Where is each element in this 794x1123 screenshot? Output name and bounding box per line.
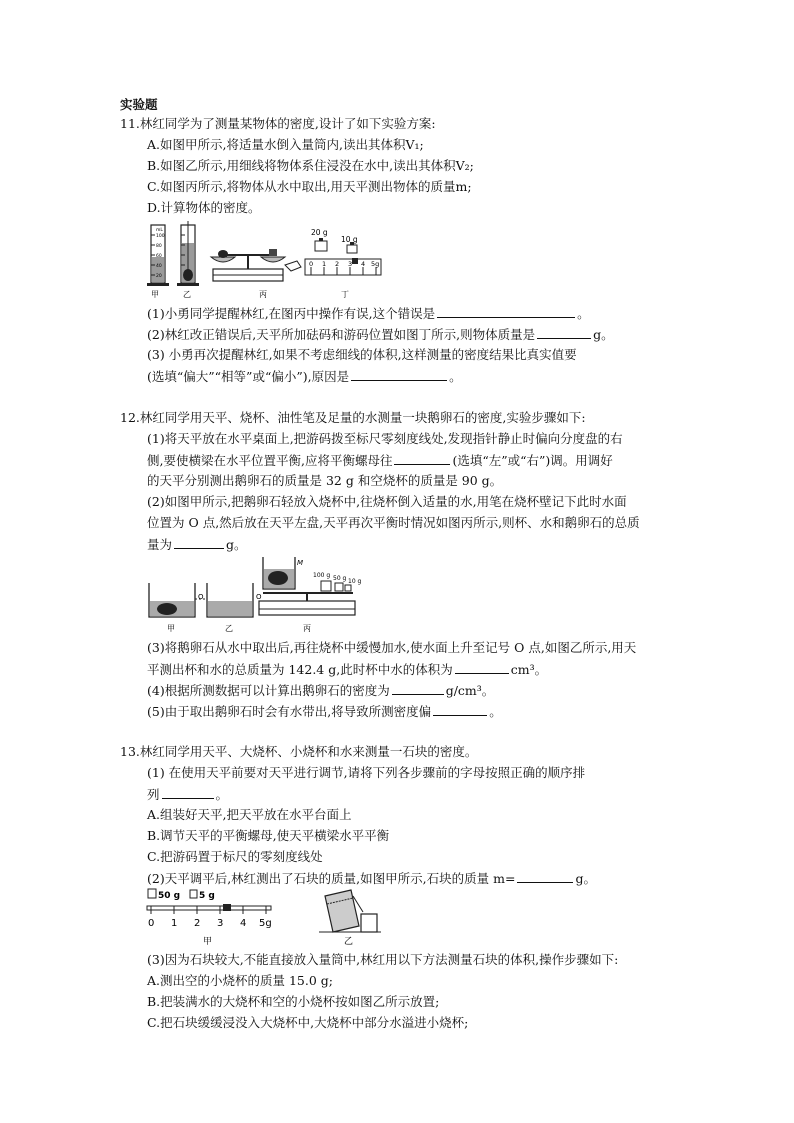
answer-blank[interactable] — [174, 536, 224, 549]
q11-part2: (2)林红改正错误后,天平所加砝码和游码位置如图丁所示,则物体质量是 g。 — [147, 327, 614, 342]
q11-part3-line2: (选填“偏大”“相等”或“偏小”),原因是 。 — [147, 369, 462, 384]
q12-part1-line1: (1)将天平放在水平桌面上,把游码拨至标尺零刻度线处,发现指针静止时偏向分度盘的右 — [147, 431, 623, 446]
q12-figure — [145, 553, 375, 633]
q13-step-c: C.把游码置于标尺的零刻度线处 — [147, 849, 323, 864]
answer-blank[interactable] — [162, 786, 214, 799]
q11-part3-line1: (3) 小勇再次提醒林红,如果不考虑细线的体积,这样测量的密度结果比真实值要 — [147, 347, 577, 362]
q13-step3-a: A.测出空的小烧杯的质量 15.0 g; — [147, 973, 333, 988]
balance-scale — [211, 249, 301, 281]
beaker-a — [149, 583, 204, 617]
q11-stem: 11.林红同学为了测量某物体的密度,设计了如下实验方案: — [120, 116, 436, 131]
tick-0: 0 — [309, 260, 314, 268]
cyl-mark-20: 20 — [156, 274, 162, 279]
weight-50g: 50 g — [158, 891, 181, 901]
overflow-beakers — [319, 890, 381, 932]
q13-part2: (2)天平调平后,林红测出了石块的质量,如图甲所示,石块的质量 m= g。 — [147, 871, 596, 886]
tick-4: 4 — [240, 918, 247, 929]
q12-part3-line1: (3)将鹅卵石从水中取出后,再往烧杯中缓慢加水,使水面上升至记号 O 点,如图乙所示,用天 — [147, 640, 637, 655]
weight-5g: 5 g — [199, 891, 215, 901]
answer-blank[interactable] — [394, 452, 450, 465]
q13-part3: (3)因为石块较大,不能直接放入量筒中,林红用以下方法测量石块的体积,操作步骤如下: — [147, 952, 619, 967]
weight-20g: 20 g — [311, 228, 328, 237]
q12-part2-line3: 量为 g。 — [147, 537, 247, 552]
fig-label-jia: 甲 — [167, 624, 175, 633]
tick-1: 1 — [322, 260, 327, 268]
mark-o-b: O — [256, 593, 262, 601]
mark-o-a: O — [198, 593, 204, 601]
q11-figure — [145, 221, 385, 299]
cyl-unit: mL — [156, 228, 163, 233]
weight-10g: 10 g — [348, 578, 362, 585]
fig-label-bing: 丙 — [259, 290, 267, 299]
q13-part1-line2: 列 。 — [147, 787, 229, 802]
tick-5g: 5g — [259, 918, 272, 929]
tick-2: 2 — [335, 260, 340, 268]
cyl-mark-100: 100 — [156, 234, 165, 239]
q12-part2-line1: (2)如图甲所示,把鹅卵石轻放入烧杯中,往烧杯倒入适量的水,用笔在烧杯壁记下此时水面 — [147, 494, 627, 509]
tick-1: 1 — [171, 918, 178, 929]
tick-0: 0 — [148, 918, 155, 929]
fig-label-bing: 丙 — [303, 624, 311, 633]
answer-blank[interactable] — [437, 305, 575, 318]
weight-100g: 100 g — [313, 572, 331, 579]
q12-part4: (4)根据所测数据可以计算出鹅卵石的密度为 g/cm³。 — [147, 683, 495, 698]
beaker-b — [195, 583, 262, 617]
q12-part3-line2: 平测出杯和水的总质量为 142.4 g,此时杯中水的体积为 cm³。 — [147, 662, 548, 677]
weights-and-scale — [305, 228, 381, 275]
weight-50g: 50 g — [333, 575, 347, 582]
weight-10g: 10 g — [341, 235, 358, 244]
fig-label-jia: 甲 — [203, 937, 213, 947]
answer-blank[interactable] — [455, 661, 509, 674]
graduated-cylinder-b — [177, 221, 199, 286]
q12-part1-line2: 侧,要使横梁在水平位置平衡,应将平衡螺母往 (选填“左”或“右”)调。用调好 — [147, 453, 613, 468]
graduated-cylinder-a — [147, 225, 169, 286]
q13-step3-b: B.把装满水的大烧杯和空的小烧杯按如图乙所示放置; — [147, 994, 440, 1009]
cyl-mark-60: 60 — [156, 254, 162, 259]
q13-figure — [145, 886, 385, 948]
fig-label-jia: 甲 — [151, 290, 159, 299]
answer-blank[interactable] — [433, 703, 487, 716]
q11-step-d: D.计算物体的密度。 — [147, 200, 261, 215]
q13-step-b: B.调节天平的平衡螺母,使天平横梁水平平衡 — [147, 828, 390, 843]
q13-part1-line1: (1) 在使用天平前要对天平进行调节,请将下列各步骤前的字母按照正确的顺序排 — [147, 765, 586, 780]
cyl-mark-40: 40 — [156, 264, 162, 269]
q12-part1-line3: 的天平分别测出鹅卵石的质量是 32 g 和空烧杯的质量是 90 g。 — [147, 473, 503, 488]
fig-label-yi: 乙 — [225, 624, 233, 633]
answer-blank[interactable] — [517, 870, 573, 883]
tick-4: 4 — [361, 260, 366, 268]
fig-label-yi: 乙 — [344, 937, 354, 947]
q11-step-c: C.如图丙所示,将物体从水中取出,用天平测出物体的质量m; — [147, 179, 472, 194]
cyl-mark-80: 80 — [156, 244, 162, 249]
tick-5g: 5g — [371, 260, 380, 268]
answer-blank[interactable] — [392, 682, 444, 695]
mark-m: M — [297, 559, 304, 567]
q13-step-a: A.组装好天平,把天平放在水平台面上 — [147, 807, 352, 822]
section-title: 实验题 — [120, 97, 158, 112]
q11-part1: (1)小勇同学提醒林红,在图丙中操作有误,这个错误是 。 — [147, 306, 590, 321]
q11-step-a: A.如图甲所示,将适量水倒入量筒内,读出其体积V₁; — [147, 137, 424, 152]
q12-part5: (5)由于取出鹅卵石时会有水带出,将导致所测密度偏 。 — [147, 704, 502, 719]
tick-2: 2 — [194, 918, 201, 929]
q12-stem: 12.林红同学用天平、烧杯、油性笔及足量的水测量一块鹅卵石的密度,实验步骤如下: — [120, 410, 586, 425]
q13-step3-c: C.把石块缓缓浸没入大烧杯中,大烧杯中部分水溢进小烧杯; — [147, 1015, 469, 1030]
answer-blank[interactable] — [537, 326, 591, 339]
q13-stem: 13.林红同学用天平、大烧杯、小烧杯和水来测量一石块的密度。 — [120, 744, 478, 759]
tick-3: 3 — [217, 918, 224, 929]
fig-label-yi: 乙 — [183, 290, 191, 299]
q11-step-b: B.如图乙所示,用细线将物体系住浸没在水中,读出其体积V₂; — [147, 158, 474, 173]
tick-3: 3 — [348, 260, 353, 268]
balance-with-beaker — [259, 557, 362, 615]
q12-part2-line2: 位置为 O 点,然后放在天平左盘,天平再次平衡时情况如图丙所示,则杯、水和鹅卵石的总质 — [147, 515, 640, 530]
fig-label-ding: 丁 — [341, 290, 349, 299]
answer-blank[interactable] — [351, 368, 447, 381]
weights-and-scale — [147, 889, 272, 929]
